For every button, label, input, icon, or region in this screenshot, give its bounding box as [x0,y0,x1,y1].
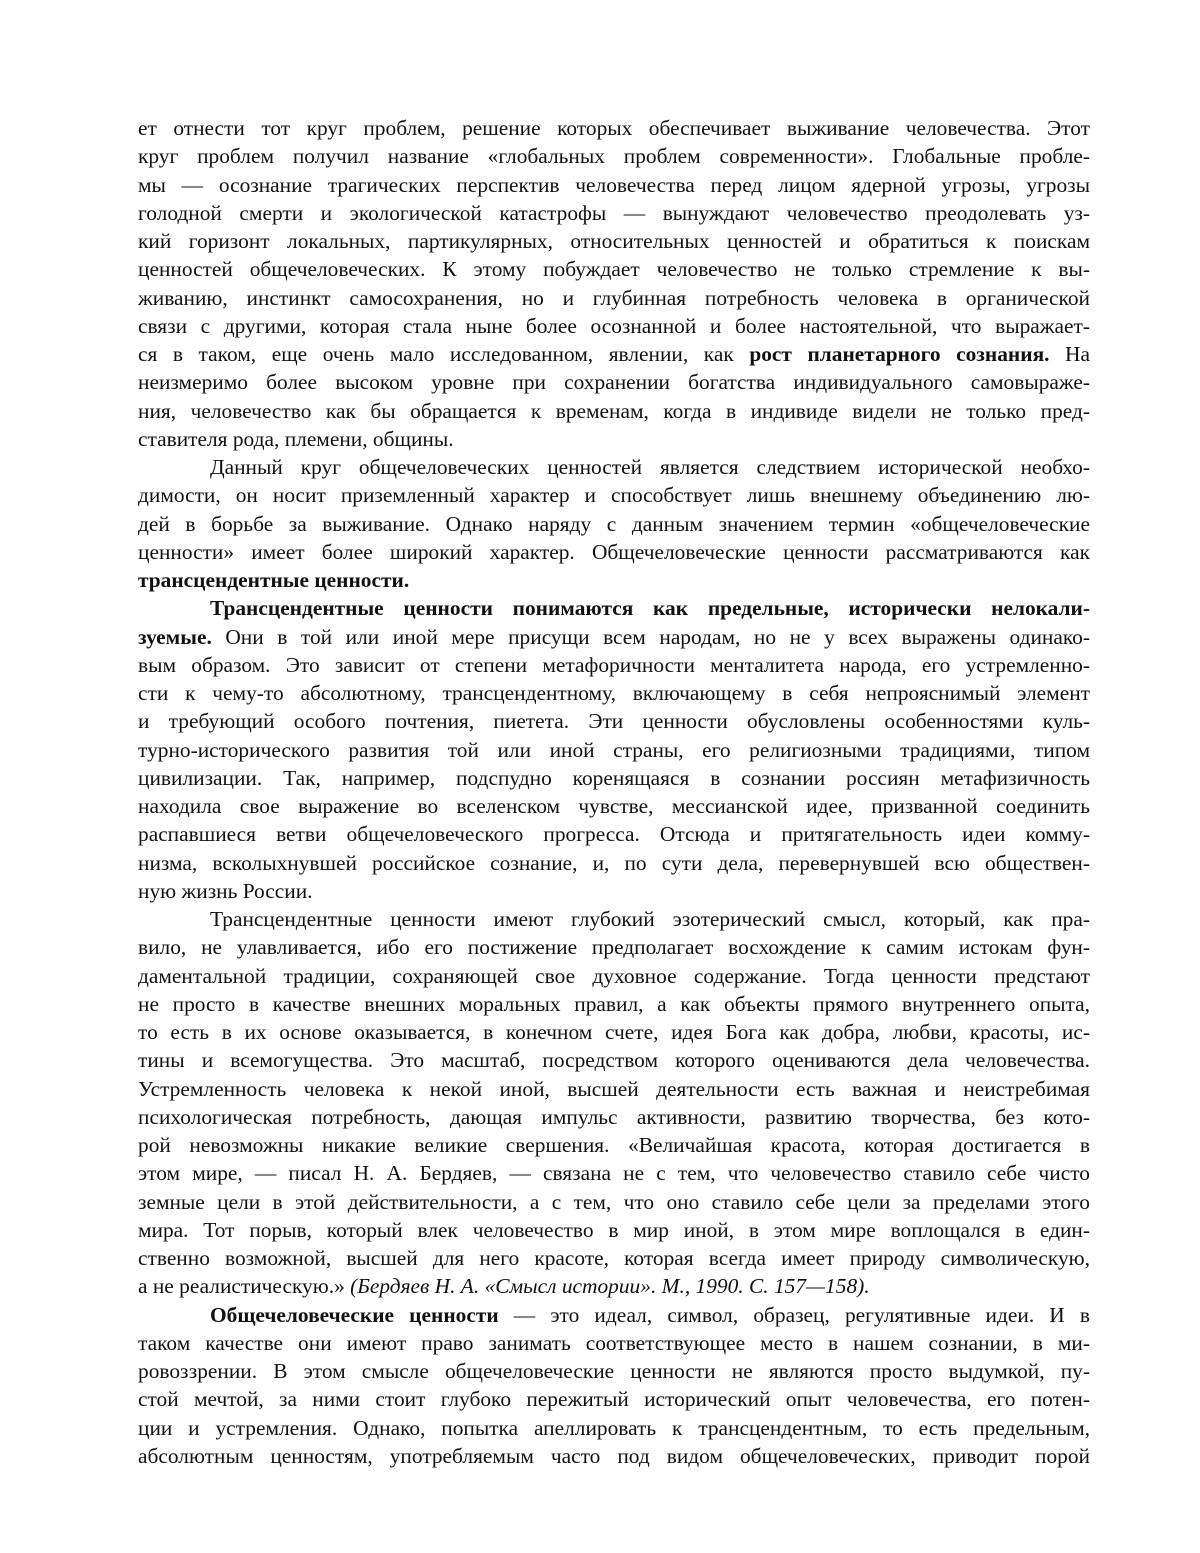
text-segment: таком качестве они имеют право занимать соответствующее место в нашем сознании, в ми- [138,1330,1090,1355]
text-segment: даментальной традиции, сохраняющей свое духовное содержание. Тогда ценности предстают [138,963,1090,988]
text-segment: ся в таком, еще очень мало исследованном, явлении, как [138,342,750,366]
text-segment: находила свое выражение во вселенском чувстве, мессианской идее, призванной соединить [138,794,1090,818]
bold-text: зуемые. [138,624,212,649]
text-segment: низма, всколыхнувшей российское сознание, и, по сути дела, перевернувшей всю обществен- [138,850,1090,875]
text-segment: ет отнести тот круг проблем, решение которых обеспечивает выживание человечества. Этот [138,116,1090,140]
text-segment: стой мечтой, за ними стоит глубоко пережитый исторический опыт человечества, его потен- [138,1387,1090,1412]
text-segment: ценности» имеет более широкий характер. Общечеловеческие ценности рассматриваются как [138,539,1090,564]
text-line [138,1385,1090,1413]
text-line [138,1131,1090,1159]
text-segment: — это идеал, символ, образец, регулятивные идеи. И в [498,1302,1090,1327]
text-segment: абсолютным ценностям, употребляемым часто под видом общечеловеческих, приводит порой [138,1443,1090,1468]
text-line [138,877,1090,905]
text-segment: Данный круг общечеловеческих ценностей является следствием исторической необхо- [210,455,1090,479]
text-segment: круг проблем получил название «глобальных проблем современности». Глобальные пробле- [138,144,1090,169]
text-segment: ровоззрении. В этом смысле общечеловеческие ценности не являются просто выдумкой, пу- [138,1359,1090,1383]
text-line [138,679,1090,707]
text-segment: вило, не улавливается, ибо его постижение предполагает восхождение к самим истокам фун- [138,935,1090,960]
text-segment: сти к чему-то абсолютному, трансцендентному, включающему в себя непрояснимый элемент [138,681,1090,705]
text-line [138,199,1090,227]
text-line [138,425,1090,453]
text-segment: распавшиеся ветви общечеловеческого прогресса. Отсюда и притягательность идеи комму- [138,822,1090,847]
text-segment: турно-исторического развития той или иной страны, его религиозными традициями, типом [138,737,1090,762]
text-line [138,962,1090,990]
text-segment: димости, он носит приземленный характер и способствует лишь внешнему объединению лю- [138,483,1090,508]
text-segment: ценностей общечеловеческих. К этому побуждает человечество не только стремление к вы- [138,257,1090,282]
text-line [138,792,1090,820]
text-line [138,1075,1090,1103]
text-segment: живанию, инстинкт самосохранения, но и глубинная потребность человека в органической [138,285,1090,310]
text-segment: цивилизации. Так, например, подспудно коренящаяся в сознании россиян метафизичность [138,765,1090,790]
text-line [138,1244,1090,1272]
text-segment: дей в борьбе за выживание. Однако наряду с данным значением термин «общечеловеческие [138,511,1090,536]
text-line [138,481,1090,509]
text-line [138,1046,1090,1074]
text-line [138,1159,1090,1187]
text-segment: а не реалистическую.» [138,1274,351,1299]
bold-text: Трансцендентные ценности понимаются как предельные, исторически нелокали- [210,596,1090,621]
text-segment: ную жизнь России. [138,878,313,903]
text-segment: неизмеримо более высоком уровне при сохранении богатства индивидуального самовыраже- [138,370,1090,395]
text-line [138,990,1090,1018]
text-line [138,340,1090,368]
text-line [138,623,1090,651]
text-line [138,933,1090,961]
text-segment: мира. Тот порыв, который влек человечество в мир иной, в этом мире воплощался в един- [138,1217,1090,1242]
bold-text: Общечеловеческие ценности [210,1302,499,1327]
text-line [138,849,1090,877]
text-segment: Они в той или иной мере присущи всем народам, но не у всех выражены одинако- [211,624,1090,649]
text-segment: вым образом. Это зависит от степени метафоричности менталитета народа, его устремленно- [138,652,1090,677]
text-line [138,1301,1090,1329]
bold-text: трансцендентные ценности. [138,568,410,592]
text-line [138,1216,1090,1244]
text-line [138,1357,1090,1385]
text-segment: рой невозможны никакие великие свершения. «Величайшая красота, которая достигается в [138,1133,1090,1157]
text-line [138,1272,1090,1300]
text-segment: кий горизонт локальных, партикулярных, относительных ценностей и обратиться к поискам [138,229,1090,253]
text-segment: ставителя рода, племени, общины. [138,426,454,451]
text-segment: психологическая потребность, дающая импульс активности, развитию творчества, без кото- [138,1104,1090,1129]
text-line [138,566,1090,594]
text-line [138,764,1090,792]
text-segment: ции и устремления. Однако, попытка апеллировать к трансцендентным, то есть предельным, [138,1415,1090,1440]
text-segment: голодной смерти и экологической катастрофы — вынуждают человечество преодолевать уз- [138,200,1090,225]
text-line [138,1188,1090,1216]
text-segment: тины и всемогущества. Это масштаб, посредством которого оцениваются дела человечества. [138,1048,1090,1073]
text-line [138,312,1090,340]
text-line [138,255,1090,283]
text-segment: земные цели в этой действительности, а с тем, что оно ставило себе цели за пределами этого [138,1189,1090,1214]
text-segment: мы — осознание трагических перспектив человечества перед лицом ядерной угрозы, угрозы [138,172,1090,197]
text-line [138,453,1090,481]
body-text [138,114,1090,1470]
text-line [138,114,1090,142]
text-line [138,171,1090,199]
text-segment: На [1049,342,1091,366]
text-line [138,368,1090,396]
text-line [138,905,1090,933]
text-line [138,1329,1090,1357]
text-segment: Устремленность человека к некой иной, высшей деятельности есть важная и неистребимая [138,1076,1090,1101]
text-line [138,510,1090,538]
text-line [138,651,1090,679]
text-line [138,707,1090,735]
text-line [138,227,1090,255]
text-segment: и требующий особого почтения, пиетета. Эти ценности обусловлены особенностями куль- [138,709,1090,734]
text-segment: ния, человечество как бы обращается к временам, когда в индивиде видели не только пред- [138,398,1090,423]
text-line [138,538,1090,566]
text-line [138,142,1090,170]
text-line [138,1414,1090,1442]
text-segment: связи с другими, которая стала ныне более осознанной и более настоятельной, что выражает- [138,313,1090,338]
text-line [138,284,1090,312]
text-line [138,820,1090,848]
text-line [138,397,1090,425]
text-segment: ственно возможной, высшей для него красоте, которая всегда имеет природу символическую, [138,1246,1090,1270]
text-line [138,1442,1090,1470]
bold-text: рост планетарного сознания. [749,342,1050,366]
text-segment: не просто в качестве внешних моральных правил, а как объекты прямого внутреннего опыта, [138,991,1090,1016]
text-segment: Трансцендентные ценности имеют глубокий эзотерический смысл, который, как пра- [210,907,1090,931]
italic-citation: (Бердяев Н. А. «Смысл истории». М., 1990. С. 157—158). [350,1274,870,1299]
text-line [138,1018,1090,1046]
text-line [138,1103,1090,1131]
text-segment: то есть в их основе оказывается, в конечном счете, идея Бога как добра, любви, красоты, ис- [138,1020,1090,1044]
text-line [138,594,1090,622]
text-line [138,736,1090,764]
text-segment: этом мире, — писал Н. А. Бердяев, — связана не с тем, что человечество ставило себе чисто [138,1161,1090,1186]
